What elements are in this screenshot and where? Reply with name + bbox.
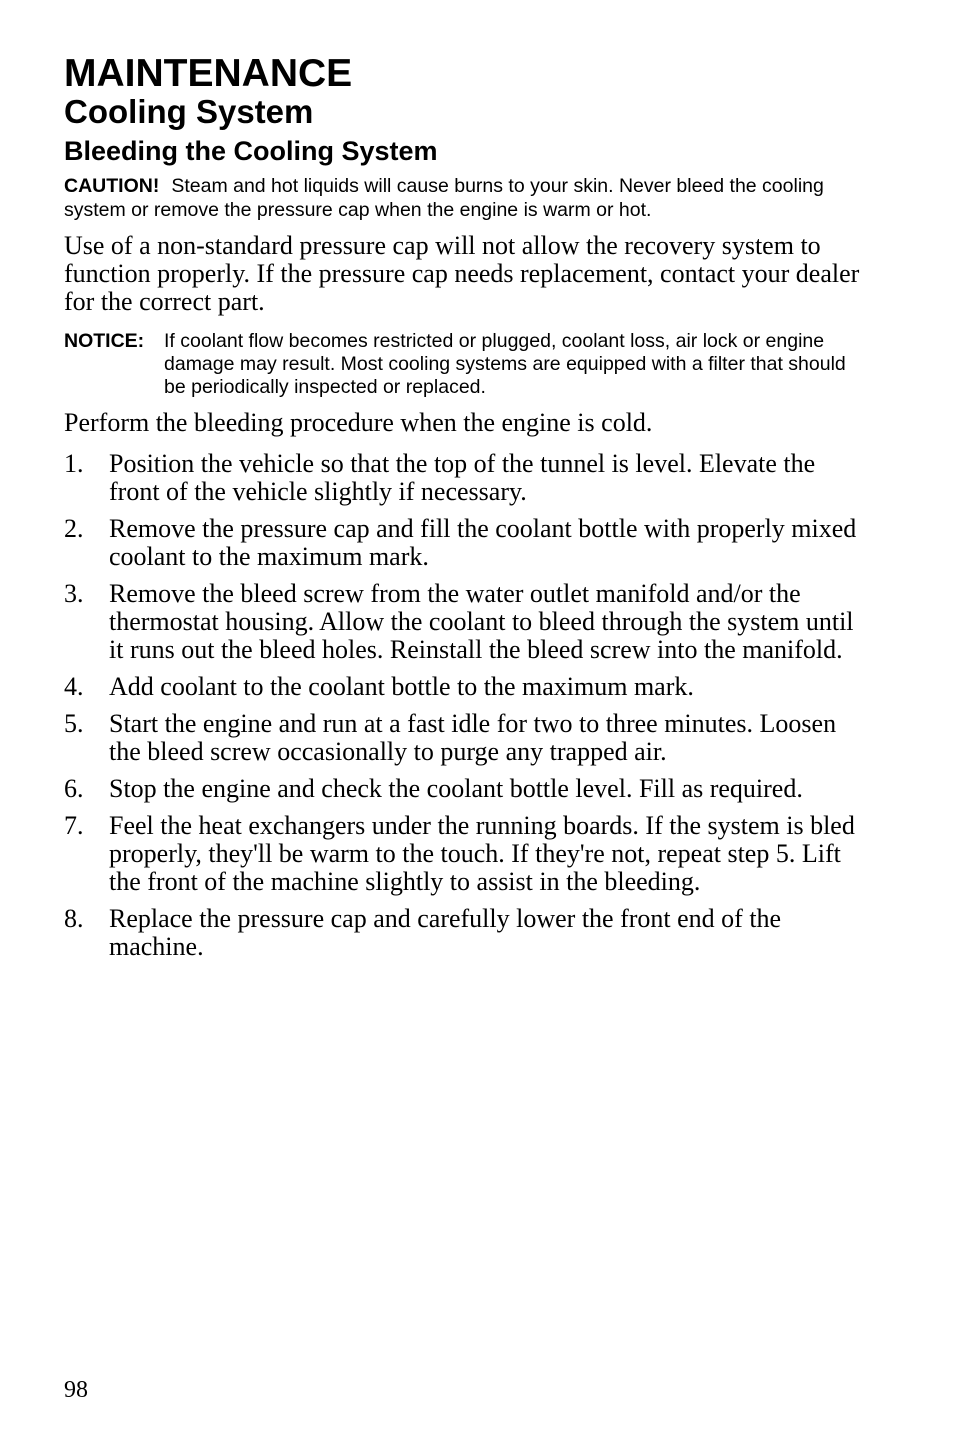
step-item — [64, 812, 864, 896]
procedure-intro: Perform the bleeding procedure when the engine is cold. — [64, 408, 653, 437]
step-text: Add coolant to the coolant bottle to the maximum mark. — [109, 672, 694, 701]
caution-text: Steam and hot liquids will cause burns to your skin. Never bleed the cooling system or remove the pressure cap when the engine is warm or hot. — [64, 175, 824, 221]
step-item — [64, 450, 864, 506]
page-content — [64, 52, 864, 970]
steps-list — [64, 450, 864, 961]
page-number: 98 — [64, 1377, 88, 1403]
step-text: Feel the heat exchangers under the running boards. If the system is bled properly, they'll be warm to the touch. If they're not, repeat step 5. Lift the front of the machine slightly to assist in the bleeding. — [109, 811, 855, 896]
step-number: 3. — [64, 579, 84, 608]
step-item — [64, 673, 864, 701]
notice-text: If coolant flow becomes restricted or plugged, coolant loss, air lock or engine damage may result. Most cooling systems are equipped with a filter that should be periodically inspected or replaced. — [164, 330, 846, 398]
notice-block — [64, 330, 864, 399]
step-item — [64, 580, 864, 664]
intro-paragraph: Use of a non-standard pressure cap will not allow the recovery system to function properly. If the pressure cap needs replacement, contact your dealer for the correct part. — [64, 231, 860, 316]
step-text: Start the engine and run at a fast idle for two to three minutes. Loosen the bleed screw occasionally to purge any trapped air. — [109, 709, 837, 766]
step-number: 4. — [64, 672, 84, 701]
step-number: 7. — [64, 811, 84, 840]
section-title: MAINTENANCE — [64, 52, 353, 95]
step-text: Remove the pressure cap and fill the coolant bottle with properly mixed coolant to the maximum mark. — [109, 514, 857, 571]
step-text: Position the vehicle so that the top of the tunnel is level. Elevate the front of the vehicle slightly if necessary. — [109, 449, 816, 506]
caution-label: CAUTION! — [64, 175, 160, 197]
step-number: 2. — [64, 514, 84, 543]
step-number: 1. — [64, 449, 84, 478]
step-number: 8. — [64, 904, 84, 933]
step-text: Remove the bleed screw from the water outlet manifold and/or the thermostat housing. Allow the coolant to bleed through the system until it runs out the bleed holes. Reinstall the bleed screw into the manifold. — [109, 579, 854, 664]
step-item — [64, 515, 864, 571]
topic-title: Bleeding the Cooling System — [64, 136, 438, 166]
step-number: 5. — [64, 709, 84, 738]
step-text: Replace the pressure cap and carefully lower the front end of the machine. — [109, 904, 782, 961]
step-text: Stop the engine and check the coolant bottle level. Fill as required. — [109, 774, 803, 803]
step-item — [64, 710, 864, 766]
subsection-title: Cooling System — [64, 93, 314, 130]
step-item — [64, 905, 864, 961]
notice-label: NOTICE: — [64, 330, 145, 352]
step-number: 6. — [64, 774, 84, 803]
step-item — [64, 775, 864, 803]
caution-block — [64, 175, 864, 222]
